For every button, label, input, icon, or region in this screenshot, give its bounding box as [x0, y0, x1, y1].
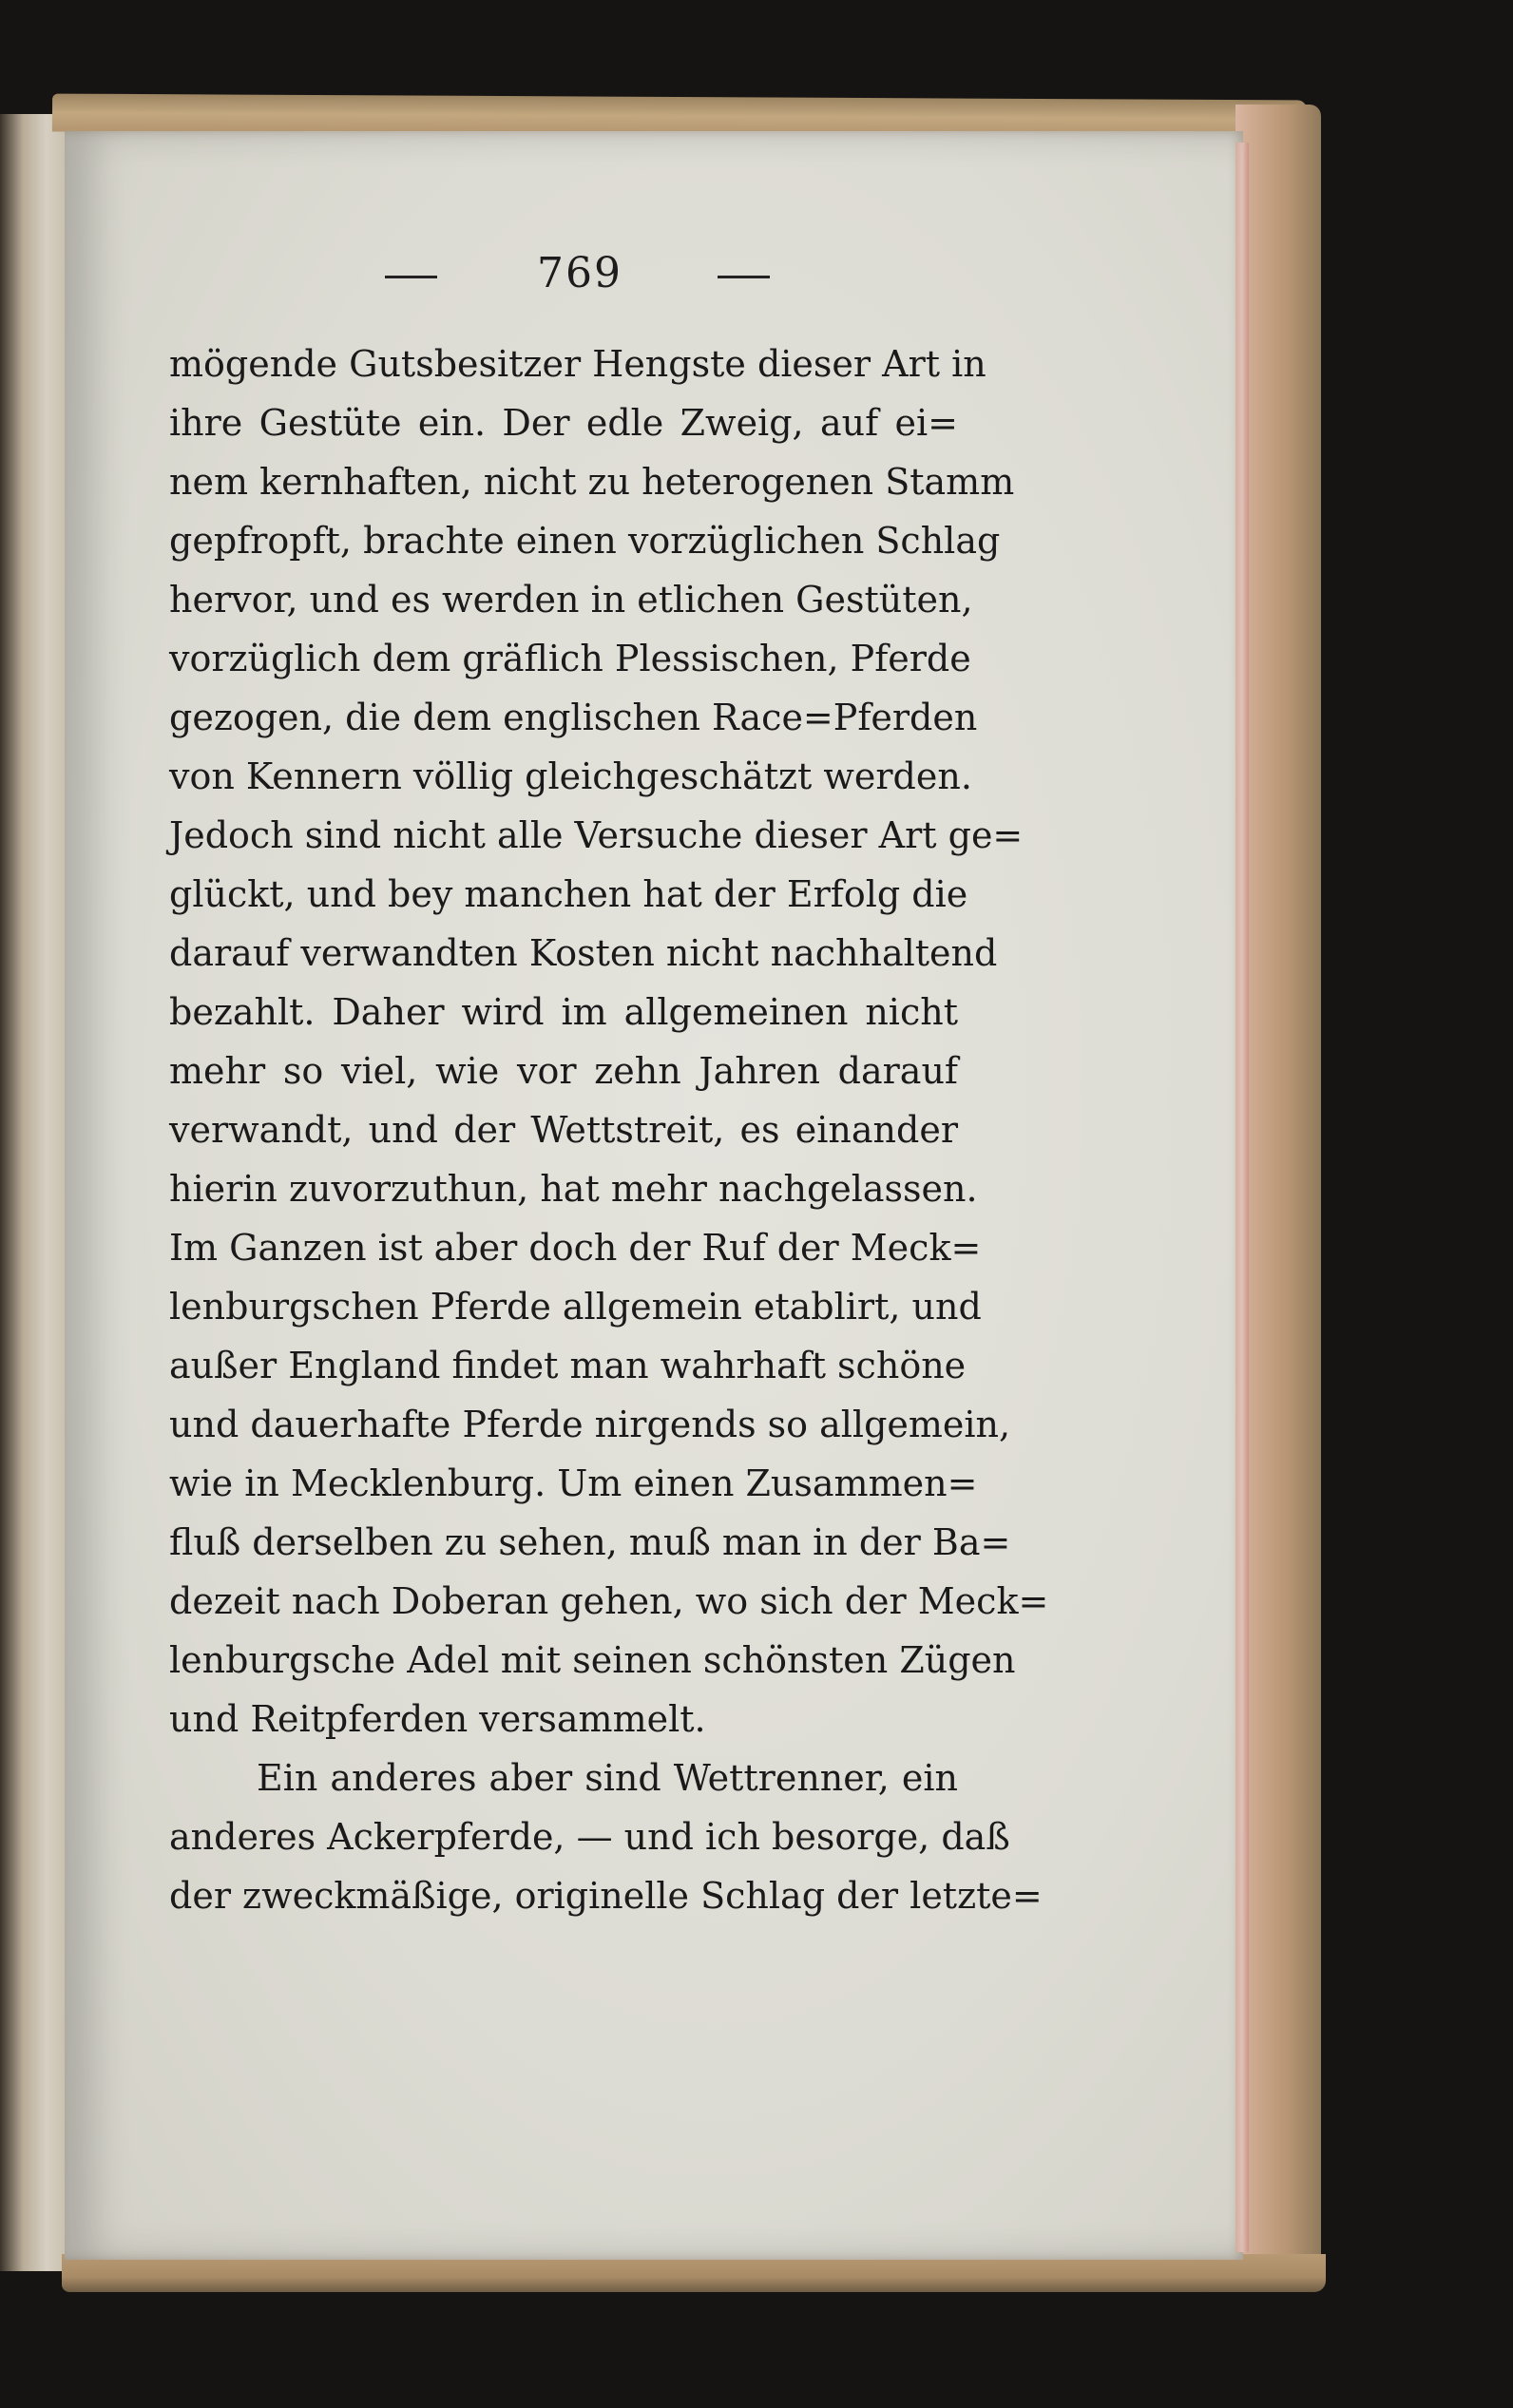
text-line: bezahlt. Daher wird im allgemeinen nicht [169, 991, 958, 1033]
text-line: wie in Mecklenburg. Um einen Zusammen= [169, 1462, 978, 1504]
text-line: und dauerhafte Pferde nirgends so allgemein, [169, 1404, 1011, 1445]
text-line: fluß derselben zu sehen, muß man in der Ba= [169, 1521, 1011, 1563]
text-line: darauf verwandten Kosten nicht nachhaltend [169, 932, 998, 974]
page-number: 769 [537, 249, 622, 297]
text-line: mehr so viel, wie vor zehn Jahren darauf [169, 1050, 958, 1092]
text-line: vorzüglich dem gräflich Plessischen, Pferde [169, 638, 971, 679]
header-dash-right [718, 276, 770, 278]
text-line: und Reitpferden versammelt. [169, 1698, 706, 1740]
header-dash-left [385, 276, 437, 278]
text-line: der zweckmäßige, originelle Schlag der letzte= [169, 1875, 1043, 1917]
text-line: verwandt, und der Wettstreit, es einander [169, 1109, 958, 1151]
page-red-edge [1235, 143, 1249, 2252]
text-line: Im Ganzen ist aber doch der Ruf der Meck= [169, 1227, 982, 1269]
text-line: hervor, und es werden in etlichen Gestüten, [169, 579, 973, 621]
text-line: lenburgsche Adel mit seinen schönsten Zügen [169, 1639, 1016, 1681]
text-line: außer England findet man wahrhaft schöne [169, 1345, 967, 1386]
text-line: glückt, und bey manchen hat der Erfolg die [169, 873, 968, 915]
text-line: mögende Gutsbesitzer Hengste dieser Art in [169, 343, 986, 385]
text-line: anderes Ackerpferde, — und ich besorge, daß [169, 1816, 1010, 1858]
text-line: gepfropft, brachte einen vorzüglichen Schlag [169, 520, 1001, 562]
text-line: Jedoch sind nicht alle Versuche dieser Art ge= [169, 814, 1024, 856]
text-line: Ein anderes aber sind Wettrenner, ein [257, 1757, 958, 1799]
body-text [169, 334, 1049, 1925]
text-line: dezeit nach Doberan gehen, wo sich der Meck= [169, 1580, 1049, 1622]
page-header [385, 249, 784, 306]
text-line: von Kennern völlig gleichgeschätzt werden. [169, 755, 972, 797]
text-line: lenburgschen Pferde allgemein etablirt, und [169, 1286, 982, 1328]
text-line: nem kernhaften, nicht zu heterogenen Stamm [169, 461, 1015, 503]
text-line: gezogen, die dem englischen Race=Pferden [169, 697, 978, 738]
left-page-edge [0, 114, 67, 2271]
binding-bottom-edge [62, 2254, 1326, 2292]
text-line: ihre Gestüte ein. Der edle Zweig, auf ei= [169, 402, 958, 444]
text-line: hierin zuvorzuthun, hat mehr nachgelassen. [169, 1168, 978, 1210]
